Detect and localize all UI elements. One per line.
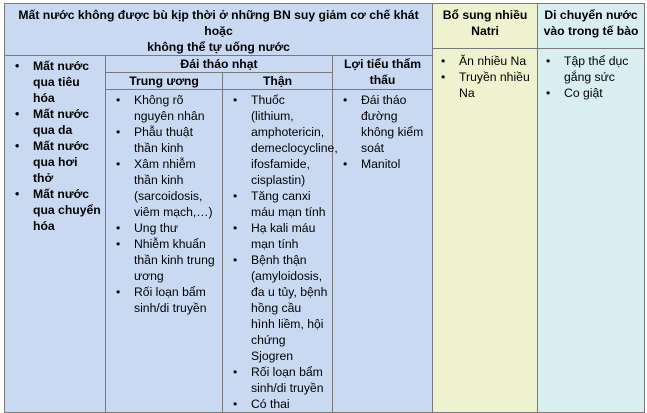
central-cause-item-text: Ung thư [134, 221, 179, 235]
subheader-renal: Thận [223, 73, 333, 90]
bullet-icon: • [116, 93, 121, 107]
bullet-icon: • [116, 237, 121, 251]
osmotic-cause-item [335, 156, 428, 172]
bullet-icon: • [233, 253, 238, 267]
bullet-icon: • [15, 139, 20, 153]
losses-list [7, 58, 101, 234]
renal-cause-item-text: Bệnh thận (amyloidosis, đa u tủy, bệnh hồng cầu hình liềm, hội chứng Sjogren [251, 253, 328, 363]
losses-cell [5, 56, 106, 413]
header-sodium [433, 4, 537, 39]
renal-cause-item-text: Tăng canxi máu mạn tính [251, 189, 326, 219]
water-loss-item [7, 58, 101, 106]
bullet-icon: • [116, 157, 121, 171]
shift-list [538, 53, 644, 101]
central-cause-item [108, 92, 218, 124]
subheader-insipidus: Đái tháo nhạt [106, 56, 333, 73]
header-sodium-line1: Bổ sung nhiều [442, 8, 528, 22]
bullet-icon: • [441, 70, 446, 84]
renal-cause-item-text: Hạ kali máu mạn tính [251, 221, 316, 251]
shift-cause-item-text: Tập thể dục gắng sức [564, 54, 629, 84]
bullet-icon: • [233, 189, 238, 203]
bullet-icon: • [343, 157, 348, 171]
bullet-icon: • [15, 187, 20, 201]
water-loss-item [7, 138, 101, 186]
central-cause-item [108, 124, 218, 156]
renal-cause-item [225, 364, 328, 396]
water-loss-item-text: Mất nước qua da [33, 107, 90, 137]
water-loss-item-text: Mất nước qua tiêu hóa [33, 59, 90, 105]
renal-cause-item [225, 220, 328, 252]
central-list [108, 92, 218, 316]
renal-cause-item [225, 396, 328, 412]
header-shift-line2: vào trong tế bào [543, 24, 639, 38]
osmotic-cause-item-text: Đái tháo đường không kiểm soát [361, 93, 424, 155]
bullet-icon: • [116, 125, 121, 139]
header-water-loss [5, 4, 433, 56]
sodium-list [433, 53, 537, 101]
bullet-icon: • [546, 54, 551, 68]
subheader-osmotic [333, 56, 433, 90]
central-cause-item [108, 284, 218, 316]
central-cause-item [108, 220, 218, 236]
sodium-cause-item [433, 53, 537, 69]
header-shift-line1: Di chuyển nước [544, 8, 638, 22]
osmotic-list [335, 92, 428, 172]
renal-cause-item [225, 188, 328, 220]
water-loss-item [7, 186, 101, 234]
shift-cause-item [538, 53, 644, 85]
central-cause-item-text: Phẫu thuật thần kinh [134, 125, 193, 155]
hypernatremia-causes-table [4, 3, 645, 413]
subheader-osmotic-line2: thấu [369, 73, 396, 87]
renal-cause-item-text: Thuốc (lithium, amphotericin, demeclocycline, ifosfamide, cisplastin) [251, 93, 338, 187]
osmotic-cause-item-text: Manitol [361, 157, 401, 171]
water-loss-item-text: Mất nước qua hơi thở [33, 139, 90, 185]
central-cause-item [108, 156, 218, 220]
renal-cause-item-text: Rối loạn bẩm sinh/di truyền [251, 365, 324, 395]
central-cause-item-text: Xâm nhiễm thần kinh (sarcoidosis, viêm mạch,…) [134, 157, 213, 219]
bullet-icon: • [15, 59, 20, 73]
central-cause-item-text: Không rõ nguyên nhân [134, 93, 205, 123]
sodium-cause-item-text: Ăn nhiều Na [459, 54, 527, 68]
sodium-column [433, 4, 538, 413]
renal-cell [223, 90, 338, 413]
header-main-line2: không thể tự uống nước [147, 40, 290, 54]
bullet-icon: • [546, 86, 551, 100]
renal-cause-item [225, 92, 338, 188]
renal-cause-item-text: Có thai [251, 397, 290, 411]
central-cause-item-text: Rối loạn bẩm sinh/di truyền [134, 285, 207, 315]
subheader-osmotic-line1: Lợi tiểu thẩm [343, 57, 422, 71]
central-cell [106, 90, 223, 413]
subheader-central: Trung ương [106, 73, 223, 90]
shift-cause-item-text: Co giật [564, 86, 603, 100]
header-sodium-line2: Natri [471, 24, 499, 38]
osmotic-cell [333, 90, 433, 413]
header-main-line1: Mất nước không được bù kịp thời ở những BN suy giảm cơ chế khát hoặc [18, 8, 419, 38]
bullet-icon: • [15, 107, 20, 121]
central-cause-item [108, 236, 218, 284]
shift-column [538, 4, 645, 413]
central-cause-item-text: Nhiễm khuẩn thần kinh trung ương [134, 237, 215, 283]
water-loss-item-text: Mất nước qua chuyển hóa [33, 187, 101, 233]
osmotic-cause-item [335, 92, 428, 156]
sodium-cause-item-text: Truyền nhiều Na [459, 70, 530, 100]
water-loss-item [7, 106, 101, 138]
bullet-icon: • [441, 54, 446, 68]
shift-cause-item [538, 85, 644, 101]
bullet-icon: • [116, 285, 121, 299]
bullet-icon: • [233, 93, 238, 107]
bullet-icon: • [233, 397, 238, 411]
bullet-icon: • [233, 221, 238, 235]
bullet-icon: • [343, 93, 348, 107]
bullet-icon: • [233, 365, 238, 379]
sodium-cause-item [433, 69, 537, 101]
bullet-icon: • [116, 221, 121, 235]
renal-cause-item [225, 252, 328, 364]
renal-list [225, 92, 338, 412]
header-shift [538, 4, 644, 39]
